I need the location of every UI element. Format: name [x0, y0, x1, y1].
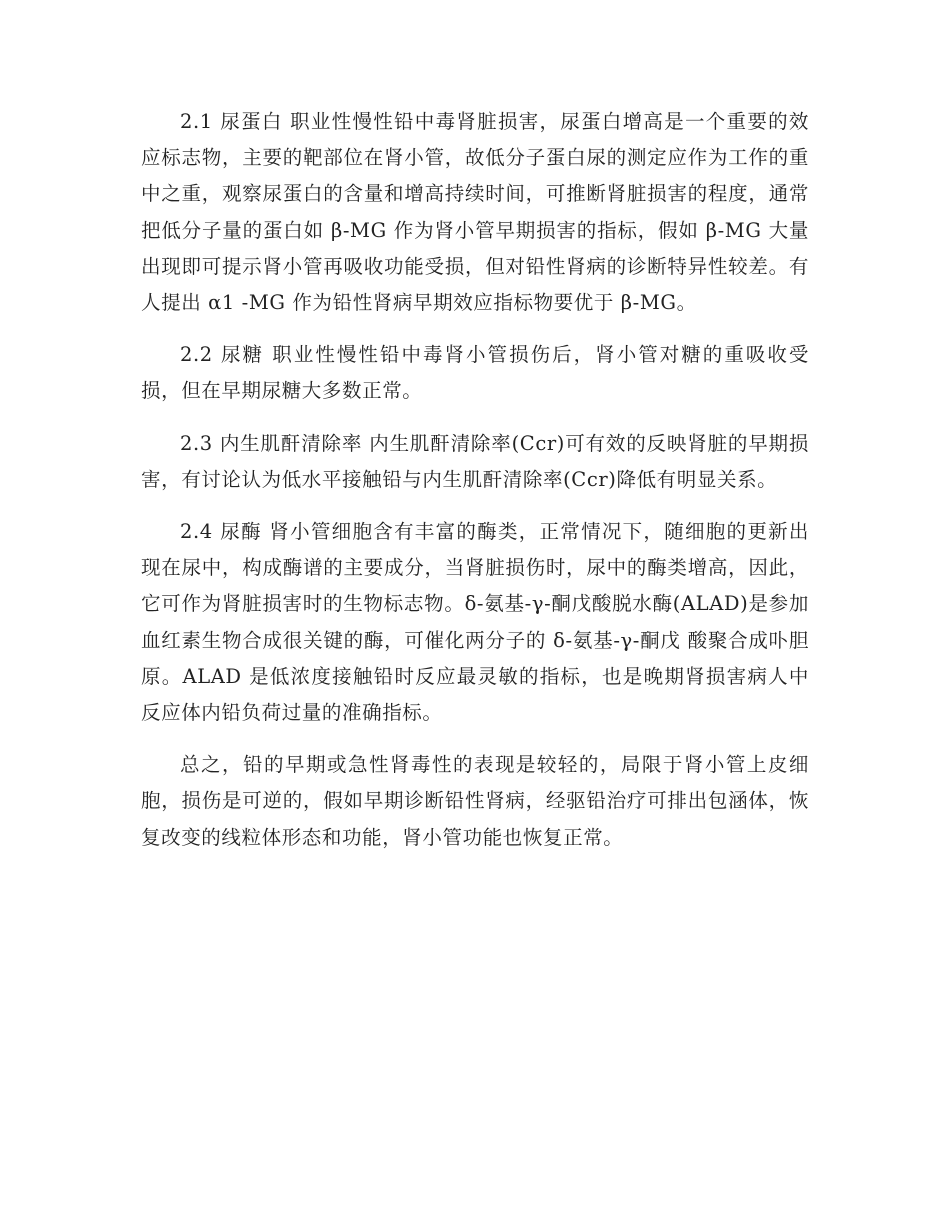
document-page	[141, 104, 809, 856]
paragraph-creatinine-clearance: 2.3 内生肌酐清除率 内生肌酐清除率(Ccr)可有效的反映肾脏的早期损害，有讨论认为低水平接触铅与内生肌酐清除率(Ccr)降低有明显关系。	[141, 431, 809, 491]
paragraph-urine-sugar: 2.2 尿糖 职业性慢性铅中毒肾小管损伤后，肾小管对糖的重吸收受损，但在早期尿糖大多数正常。	[141, 343, 809, 403]
paragraph-urine-enzyme: 2.4 尿酶 肾小管细胞含有丰富的酶类，正常情况下，随细胞的更新出现在尿中，构成酶谱的主要成分，当肾脏损伤时，尿中的酶类增高，因此，它可作为肾脏损害时的生物标志物。δ-氨基-γ-酮戊酸脱水酶(ALAD)是参加血红素生物合成很关键的酶，可催化两分子的 δ-氨基-γ-酮戊 酸聚合成卟胆原。ALAD 是低浓度接触铅时反应最灵敏的指标，也是晚期肾损害病人中反应体内铅负荷过量的准确指标。	[141, 520, 809, 725]
paragraph-urine-protein: 2.1 尿蛋白 职业性慢性铅中毒肾脏损害，尿蛋白增高是一个重要的效应标志物，主要的靶部位在肾小管，故低分子蛋白尿的测定应作为工作的重中之重，观察尿蛋白的含量和增高持续时间，可推断肾脏损害的程度，通常把低分子量的蛋白如 β-MG 作为肾小管早期损害的指标，假如 β-MG 大量出现即可提示肾小管再吸收功能受损，但对铅性肾病的诊断特异性较差。有人提出 α1 -MG 作为铅性肾病早期效应指标物要优于 β-MG。	[141, 110, 809, 315]
paragraph-summary: 总之，铅的早期或急性肾毒性的表现是较轻的，局限于肾小管上皮细胞，损伤是可逆的，假如早期诊断铅性肾病，经驱铅治疗可排出包涵体，恢复改变的线粒体形态和功能，肾小管功能也恢复正常。	[141, 753, 809, 849]
